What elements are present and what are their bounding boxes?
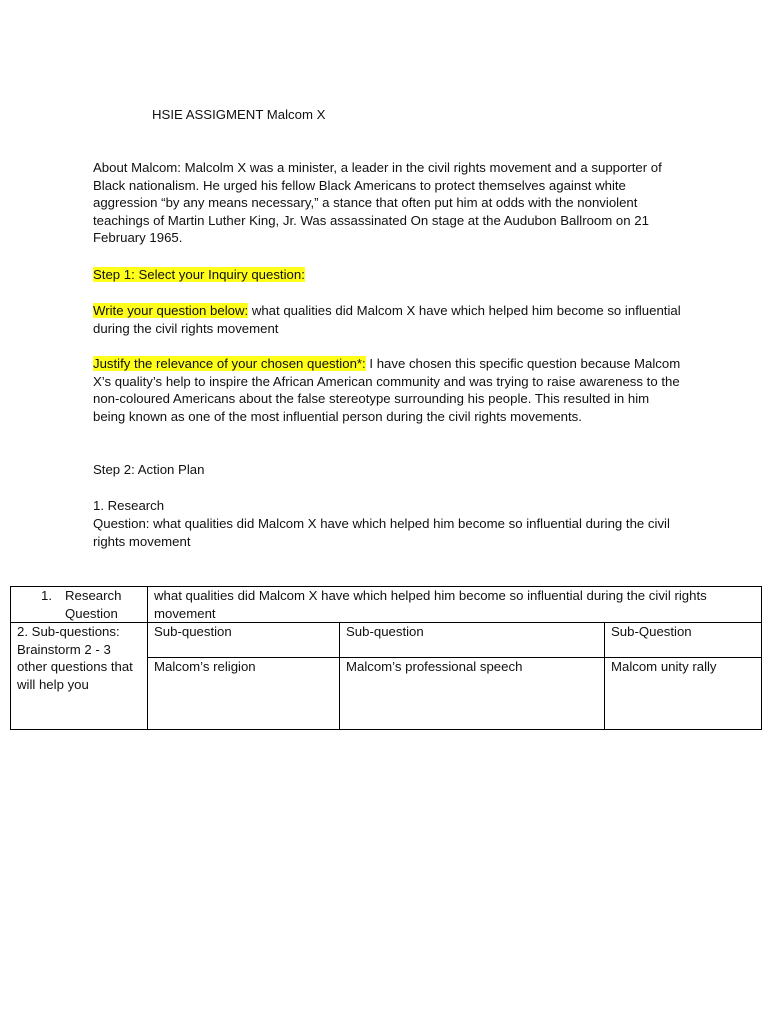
question-label: Write your question below: bbox=[93, 303, 249, 318]
table-row bbox=[11, 587, 762, 623]
research-label-line2: Question bbox=[65, 605, 118, 621]
page-title: HSIE ASSIGMENT Malcom X bbox=[152, 107, 326, 122]
action-plan-table bbox=[10, 586, 762, 730]
question-text: what qualities did Malcom X have which helped him become so influential during the civil rights movement bbox=[93, 303, 681, 336]
sub-question-value-2: Malcom’s professional speech bbox=[340, 658, 605, 730]
about-paragraph: About Malcom: Malcolm X was a minister, a leader in the civil rights movement and a supporter of Black nationalism. He urged his fellow Black Americans to protect themselves against white aggression “by any means necessary,” a stance that often put him at odds with the nonviolent teachings of Martin Luther King, Jr. Was assassinated On stage at the Audubon Ballroom on 21 February 1965. bbox=[93, 160, 662, 246]
sub-question-header-1: Sub-question bbox=[148, 623, 340, 658]
sub-question-value-3: Malcom unity rally bbox=[605, 658, 762, 730]
justify-label: Justify the relevance of your chosen question*: bbox=[93, 356, 366, 371]
sub-question-header-2: Sub-question bbox=[340, 623, 605, 658]
sub-questions-label-cell: 2. Sub-questions: Brainstorm 2 - 3 other questions that will help you bbox=[11, 623, 148, 730]
sub-question-value-1: Malcom’s religion bbox=[148, 658, 340, 730]
step1-heading-text: Step 1: Select your Inquiry question: bbox=[93, 267, 305, 282]
justify-text: I have chosen this specific question because Malcom X’s quality’s help to inspire the African American community and was trying to raise awareness to the non-coloured Americans about the false stereotype surrounding his people. This resulted in him being known as one of the most influential person during the civil rights movements. bbox=[93, 356, 681, 424]
research-question-label-cell bbox=[11, 587, 148, 623]
table-row bbox=[11, 623, 762, 658]
step1-heading bbox=[93, 266, 683, 284]
step2-heading: Step 2: Action Plan bbox=[93, 462, 205, 477]
research-question-cell: what qualities did Malcom X have which helped him become so influential during the civil rights movement bbox=[148, 587, 762, 623]
sub-question-header-3: Sub-Question bbox=[605, 623, 762, 658]
question-paragraph bbox=[93, 302, 683, 337]
research-heading: 1. Research bbox=[93, 498, 165, 513]
research-label-line1: Research bbox=[65, 588, 122, 603]
justify-paragraph bbox=[93, 355, 683, 425]
research-question: Question: what qualities did Malcom X have which helped him become so influential during the civil rights movement bbox=[93, 516, 670, 549]
row-number: 1. bbox=[41, 588, 52, 603]
